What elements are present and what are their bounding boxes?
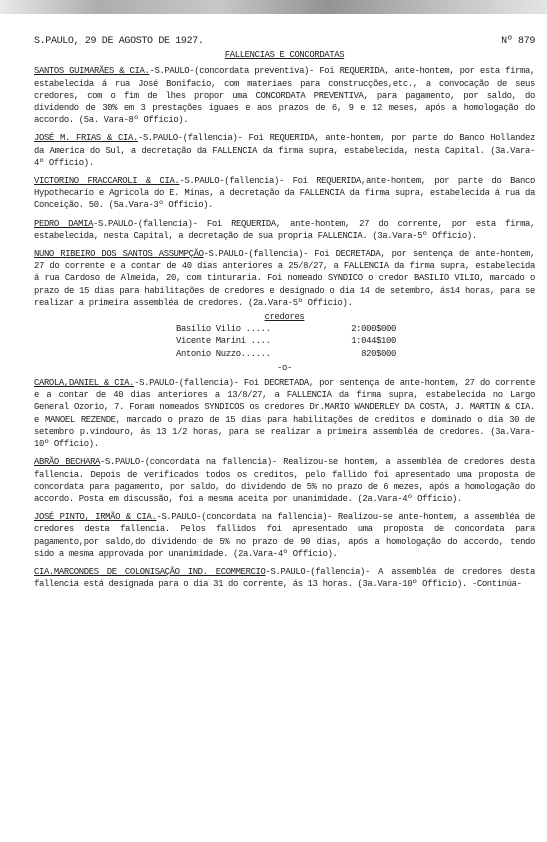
creditor-amount: 820$000 <box>361 348 396 359</box>
entry-text: -S.PAULO-(fallencia)- Foi DECRETADA, por sentença de ante-hontem, 27 do corrente e a contar de 40 dias anteriores a 13/8/27, a FALLENCIA da firma supra, estabelecida no Largo General Ozorio, 7. Foram nomeados SYNDICOS os credores Dr.MARIO WANDERLEY DA COSTA, J. MARTIN & CIA. e MANOEL REZENDE, marcado o prazo de 15 dias para habilitações de creditos e dominado o dia 30 de setembro p.vindouro, ás 13 1/2 horas, para se realizar a primeira assembléa de credores. (3a.Vara-10º Officio). <box>34 378 535 450</box>
entry <box>34 175 535 212</box>
entry-text: -S.PAULO-(concordata preventiva)- Foi REQUERIDA, ante-hontem, por esta firma, estabelecida á rua José Bonifacio, com materiaes para construcções,etc., a convocação de seus credores, com o fim de lhes propor uma CONCORDATA PREVENTIVA, para pagamento, por saldo, do dividendo de 30% em 3 prestações iguaes e aos prazos de 6, 9 e 12 meses, após a homologação do accordo. (5a. Vara-8º Officio). <box>34 66 535 126</box>
creditor-amount: 2:000$000 <box>351 324 396 335</box>
entry-name: NUNO RIBEIRO DOS SANTOS ASSUMPÇÃO <box>34 249 204 260</box>
creditor-name: Antonio Nuzzo...... <box>176 348 271 359</box>
separator: -o- <box>277 362 292 373</box>
entry-name: PEDRO DAMIA <box>34 218 94 229</box>
entry-text: -S.PAULO-(fallencia)- Foi REQUERIDA,ante-hontem, por parte do Banco Hypothecario e Agricola do E. Minas, a decretação da FALLENCIA da firma supra, estabelecida á rua da Conceição. 50. (5a.Vara-3º Officio). <box>34 176 535 211</box>
dateline: S.PAULO, 29 DE AGOSTO DE 1927. <box>34 36 204 47</box>
entry <box>34 218 535 242</box>
entry-name: CIA.MARCONDES DE COLONISAÇÃO IND. ECOMMERCIO <box>34 566 266 577</box>
entry <box>34 65 535 126</box>
entry <box>34 248 535 309</box>
top-scan-smudge <box>0 0 547 14</box>
entry <box>34 132 535 169</box>
creditor-name: Vicente Marini .... <box>176 336 271 347</box>
entry <box>34 377 535 450</box>
entry <box>34 456 535 505</box>
creditor-row <box>34 348 535 360</box>
creditor-row <box>34 323 535 335</box>
creditors-title: credores <box>264 312 305 323</box>
entry-text: -S.PAULO-(fallencia)- A assembléa de credores desta fallencia está designada para o dia 31 do corrente, ás 13 horas. (3a.Vara-10º Officio). -Continúa- <box>34 566 535 590</box>
entry-text: -S.PAULO-(concordata na fallencia)- Realizou-se hontem, a assembléa de credores desta fallencia. Depois de verificados todos os creditos, pelo fallido foi apresentado uma proposta de concordata para pagamento, por saldo, do dividendo de 5% no prazo de 6 mezes, após a homologação do accordo. Posta em discussão, foi a mesma aceita por unanimidade. (2a.Vara-4º Officio). <box>34 457 536 504</box>
entry-text: -S.PAULO-(fallencia)- Foi DECRETADA, por sentença de ante-hontem, 27 do corrente e a contar de 40 dias anteriores a 25/8/27, a FALLENCIA da firma supra, estabelecida á rua Cardoso de Almeida, 20, com tinturaria. Foi nomeado SYNDICO o credor BASILIO VILIO, marcado o prazo de 15 dias para habilitações de credores e designado o dia 14 de setembro, ás14 horas, para se realizar a primeira assembléa de credores. (2a.Vara-5º Officio). <box>34 249 535 308</box>
creditors-list <box>34 311 535 360</box>
document-header <box>34 36 535 48</box>
entry-name: VICTORINO FRACCAROLI & CIA. <box>34 176 180 187</box>
bulletin-number: Nº 879 <box>501 36 535 47</box>
entry-text: -S.PAULO-(fallencia)- Foi REQUERIDA, ante-hontem, 27 do corrente, por esta firma, estabelecida, nesta Capital, a decretação de sua propria FALLENCIA. (3a.Vara-5º Officio). <box>34 218 535 241</box>
entry-name: SANTOS GUIMARÃES & CIA. <box>34 66 150 77</box>
entry-text: -S.PAULO-(concordata na fallencia)- Realizou-se ante-hontem, a assembléa de credores desta fallencia. Pelos fallidos foi apresentado uma proposta de concordata para pagamento,por saldo,do dividendo de 5% no prazo de 90 dias, após a homologação do accordo, tendo sido a mesma approvada por unanimidade. (2a.Vara-4º Officio). <box>34 512 535 559</box>
creditor-row <box>34 335 535 347</box>
entry-name: ABRÃO BECHARA <box>34 457 101 468</box>
entry-name: CAROLA,DANIEL & CIA. <box>34 378 135 389</box>
entry <box>34 566 535 590</box>
entry <box>34 511 535 560</box>
section-title: FALLENCIAS E CONCORDATAS <box>224 50 345 61</box>
creditor-name: Basilio Vilio ..... <box>176 324 271 335</box>
entry-name: JOSÉ PINTO, IRMÃO & CIA. <box>34 512 157 523</box>
entry-text: -S.PAULO-(fallencia)- Foi REQUERIDA, ante-hontem, por parte do Banco Hollandez da America do Sul, a decretação da FALLENCIA da firma supra, estabelecida, nesta Capital. (3a.Vara-4º Officio). <box>34 133 535 168</box>
entry-name: JOSÉ M. FRIAS & CIA. <box>34 133 138 144</box>
creditor-amount: 1:044$100 <box>351 336 396 347</box>
